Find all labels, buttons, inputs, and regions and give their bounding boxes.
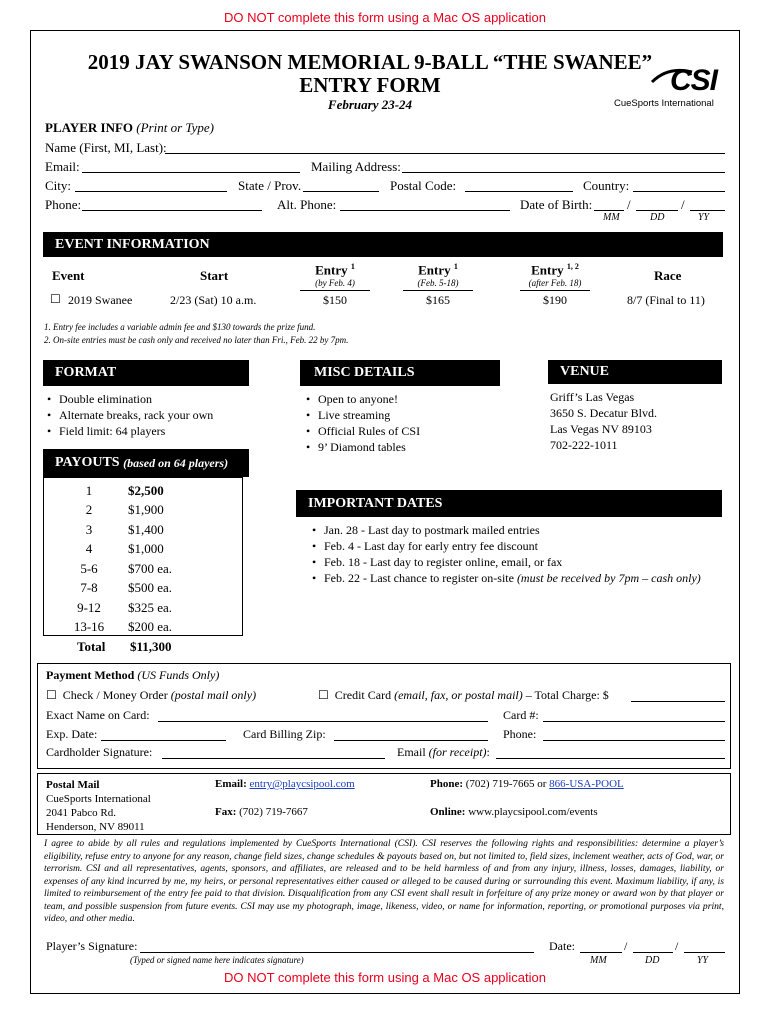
date-month-field[interactable] (580, 952, 622, 953)
list-item: • Double elimination (59, 391, 213, 407)
list-item: • 9’ Diamond tables (318, 439, 420, 455)
payouts-total-amount: $11,300 (130, 639, 172, 654)
event-info-heading: EVENT INFORMATION (43, 232, 723, 257)
dob-month-field[interactable] (594, 210, 624, 211)
email-link[interactable]: entry@playcsipool.com (249, 778, 355, 790)
col-entry-early-note: (by Feb. 4) (315, 278, 355, 288)
alt-phone-field[interactable] (340, 210, 510, 211)
name-label: Name (First, MI, Last): (45, 140, 167, 155)
payment-heading: Payment Method (US Funds Only) (46, 668, 220, 682)
billing-zip-field[interactable] (334, 740, 488, 741)
list-item: • Jan. 28 - Last day to postmark mailed entries (324, 522, 701, 538)
row-entry-regular: $165 (426, 293, 450, 307)
postal-heading: Postal Mail (46, 779, 100, 791)
card-phone-field[interactable] (543, 740, 725, 741)
phone-label: Phone: (45, 197, 82, 212)
date-label: Date: (549, 939, 575, 953)
payouts-heading: PAYOUTS (based on 64 players) (43, 449, 249, 477)
important-dates-heading: IMPORTANT DATES (296, 490, 722, 517)
check-checkbox[interactable]: ☐ (46, 688, 57, 702)
row-start: 2/23 (Sat) 10 a.m. (170, 293, 257, 307)
city-field[interactable] (75, 191, 227, 192)
row-entry-early: $150 (323, 293, 347, 307)
venue-heading: VENUE (548, 360, 722, 384)
postal-line: CueSports International (46, 793, 151, 805)
phone-link[interactable]: 866-USA-POOL (549, 778, 624, 790)
col-entry-regular: Entry $^1$ (418, 262, 458, 278)
row-event: 2019 Swanee (68, 293, 133, 307)
cardholder-signature-label: Cardholder Signature: (46, 745, 153, 759)
venue-name: Griff’s Las Vegas (550, 390, 635, 404)
col-entry-late-note: (after Feb. 18) (528, 278, 582, 288)
table-row: 9-12 $325 ea. (77, 599, 173, 615)
card-checkbox[interactable]: ☐ (318, 688, 329, 702)
dob-mm-hint: MM (603, 212, 620, 223)
payouts-total-label: Total (77, 639, 106, 654)
list-item: • Field limit: 64 players (59, 423, 213, 439)
country-label: Country: (583, 178, 630, 193)
contact-fax: Fax: (702) 719-7667 (215, 806, 308, 818)
table-row: 4 $1,000 (85, 541, 164, 557)
list-item: • Feb. 22 - Last chance to register on-site (must be received by 7pm – cash only) (324, 570, 701, 586)
date-yy-hint: YY (697, 955, 709, 966)
name-field[interactable] (165, 153, 725, 154)
player-signature-field[interactable] (140, 952, 534, 953)
table-row: 5-6 $700 ea. (80, 560, 173, 576)
event-checkbox[interactable]: ☐ (50, 292, 61, 306)
venue-phone: 702-222-1011 (550, 438, 618, 452)
misc-heading: MISC DETAILS (300, 360, 500, 386)
check-option[interactable]: ☐ Check / Money Order (postal mail only) (46, 688, 257, 702)
cardholder-signature-field[interactable] (162, 758, 385, 759)
csi-logo-text: CueSports International (614, 98, 714, 109)
col-divider (403, 290, 473, 291)
agreement-text: I agree to abide by all rules and regulations implemented by CueSports International (CSI). CSI reserves the following rights and responsibilities: determine a player’s eligibility, refuse entry to anyone for any reason, change field sizes, change schedules & payouts based on, but not limited to, field sizes, inclement weather, acts of God, war, or terrorism. CSI and all representatives, agents, sponsors, and affiliates, are released and to be held harmless of and from any injury, illness, losses, damages, liability, or expenses of any kind incurred by me, my heirs, or personal representatives either caused or alleged to be caused during or surrounding this event. Maximum liability, if any, is limited to reimbursement of the entry fee paid to that division. Disqualification from any CSI event shall result in forfeiture of any prize money or award won by that player or team, and possible suspension from future events. CSI may use my photograph, image, likeness, video, or name for information, reporting, or promotional purposes via print, video, and other media. (44, 838, 724, 924)
postal-line: 2041 Pabco Rd. (46, 807, 116, 819)
billing-zip-label: Card Billing Zip: (243, 727, 326, 741)
phone-field[interactable] (82, 210, 262, 211)
dob-dd-hint: DD (650, 212, 665, 223)
col-start: Start (200, 268, 229, 283)
postal-field[interactable] (465, 191, 573, 192)
event-dates: February 23-24 (327, 97, 413, 112)
csi-logo (612, 62, 727, 112)
country-field[interactable] (633, 191, 725, 192)
table-row: 7-8 $500 ea. (80, 580, 173, 596)
exp-date-label: Exp. Date: (46, 727, 98, 741)
date-year-field[interactable] (684, 952, 725, 953)
col-divider (300, 290, 370, 291)
table-row: 3 $1,400 (85, 521, 164, 537)
payouts-table (50, 481, 172, 637)
col-entry-early: Entry $^1$ (315, 262, 355, 278)
format-list (45, 391, 213, 439)
table-row: 13-16 $200 ea. (73, 619, 173, 635)
misc-list (304, 391, 420, 455)
date-mm-hint: MM (590, 955, 607, 966)
form-title-line2: ENTRY FORM (299, 73, 441, 97)
venue-block (550, 389, 657, 453)
list-item: • Feb. 18 - Last day to register online, email, or fax (324, 554, 701, 570)
list-item: • Live streaming (318, 407, 420, 423)
important-dates-list (310, 522, 701, 586)
csi-logo-mark: CSI (670, 64, 718, 97)
format-heading: FORMAT (43, 360, 249, 386)
venue-street: 3650 S. Decatur Blvd. (550, 406, 657, 420)
date-separator: / (624, 939, 628, 953)
dob-label: Date of Birth: (520, 197, 593, 212)
list-item: • Alternate breaks, rack your own (59, 407, 213, 423)
postal-label: Postal Code: (390, 178, 457, 193)
contact-phone: Phone: (702) 719-7665 or 866-USA-POOL (430, 778, 624, 790)
col-entry-late: Entry $^{1, 2}$ (531, 262, 579, 278)
dob-day-field[interactable] (636, 210, 678, 211)
postal-line: Henderson, NV 89011 (46, 821, 145, 833)
card-number-label: Card #: (503, 708, 539, 722)
contact-online: Online: www.playcsipool.com/events (430, 806, 598, 818)
exact-name-field[interactable] (158, 721, 488, 722)
list-item: • Feb. 4 - Last day for early entry fee discount (324, 538, 701, 554)
signature-note: (Typed or signed name here indicates signature) (130, 955, 304, 965)
date-day-field[interactable] (633, 952, 673, 953)
city-label: City: (45, 178, 72, 193)
contact-email: Email: entry@playcsipool.com (215, 778, 355, 790)
entry-note-1: 1. Entry fee includes a variable admin fee and $130 towards the prize fund. (44, 322, 316, 332)
total-charge-field[interactable] (631, 701, 725, 702)
mailing-field[interactable] (402, 172, 725, 173)
dob-yy-hint: YY (698, 212, 710, 223)
alt-phone-label: Alt. Phone: (277, 197, 337, 212)
date-separator: / (675, 939, 679, 953)
card-phone-label: Phone: (503, 727, 537, 741)
email-label: Email: (45, 159, 80, 174)
receipt-email-label: Email (for receipt): (397, 745, 490, 759)
state-field[interactable] (303, 191, 379, 192)
exact-name-label: Exact Name on Card: (46, 708, 150, 722)
postal-mail-block (46, 778, 151, 834)
col-event: Event (52, 268, 85, 283)
player-info-heading: PLAYER INFO (Print or Type) (45, 120, 215, 135)
mailing-label: Mailing Address: (311, 159, 401, 174)
date-dd-hint: DD (645, 955, 660, 966)
table-row: 1 $2,500 (85, 482, 164, 498)
receipt-email-field[interactable] (496, 758, 725, 759)
venue-city: Las Vegas NV 89103 (550, 422, 652, 436)
state-label: State / Prov. (238, 178, 302, 193)
table-row: 2 $1,900 (85, 502, 164, 518)
form-title-line1: 2019 JAY SWANSON MEMORIAL 9-BALL “THE SWANEE” (87, 50, 653, 74)
card-number-field[interactable] (543, 721, 725, 722)
mac-warning-bottom: DO NOT complete this form using a Mac OS application (224, 970, 546, 985)
col-entry-regular-note: (Feb. 5-18) (417, 278, 459, 288)
col-divider (520, 290, 590, 291)
list-item: • Official Rules of CSI (318, 423, 420, 439)
mac-warning-top: DO NOT complete this form using a Mac OS application (224, 10, 546, 25)
player-signature-label: Player’s Signature: (46, 939, 138, 953)
row-race: 8/7 (Final to 11) (627, 293, 705, 307)
list-item: • Open to anyone! (318, 391, 420, 407)
exp-date-field[interactable] (101, 740, 226, 741)
dob-year-field[interactable] (690, 210, 725, 211)
dob-separator: / (627, 197, 631, 212)
entry-note-2: 2. On-site entries must be cash only and received no later than Fri., Feb. 22 by 7pm. (44, 335, 349, 345)
card-option[interactable]: ☐ Credit Card (email, fax, or postal mail) – Total Charge: $ (318, 688, 609, 702)
dob-separator: / (681, 197, 685, 212)
col-race: Race (654, 268, 682, 283)
email-field[interactable] (82, 172, 300, 173)
row-entry-late: $190 (543, 293, 567, 307)
